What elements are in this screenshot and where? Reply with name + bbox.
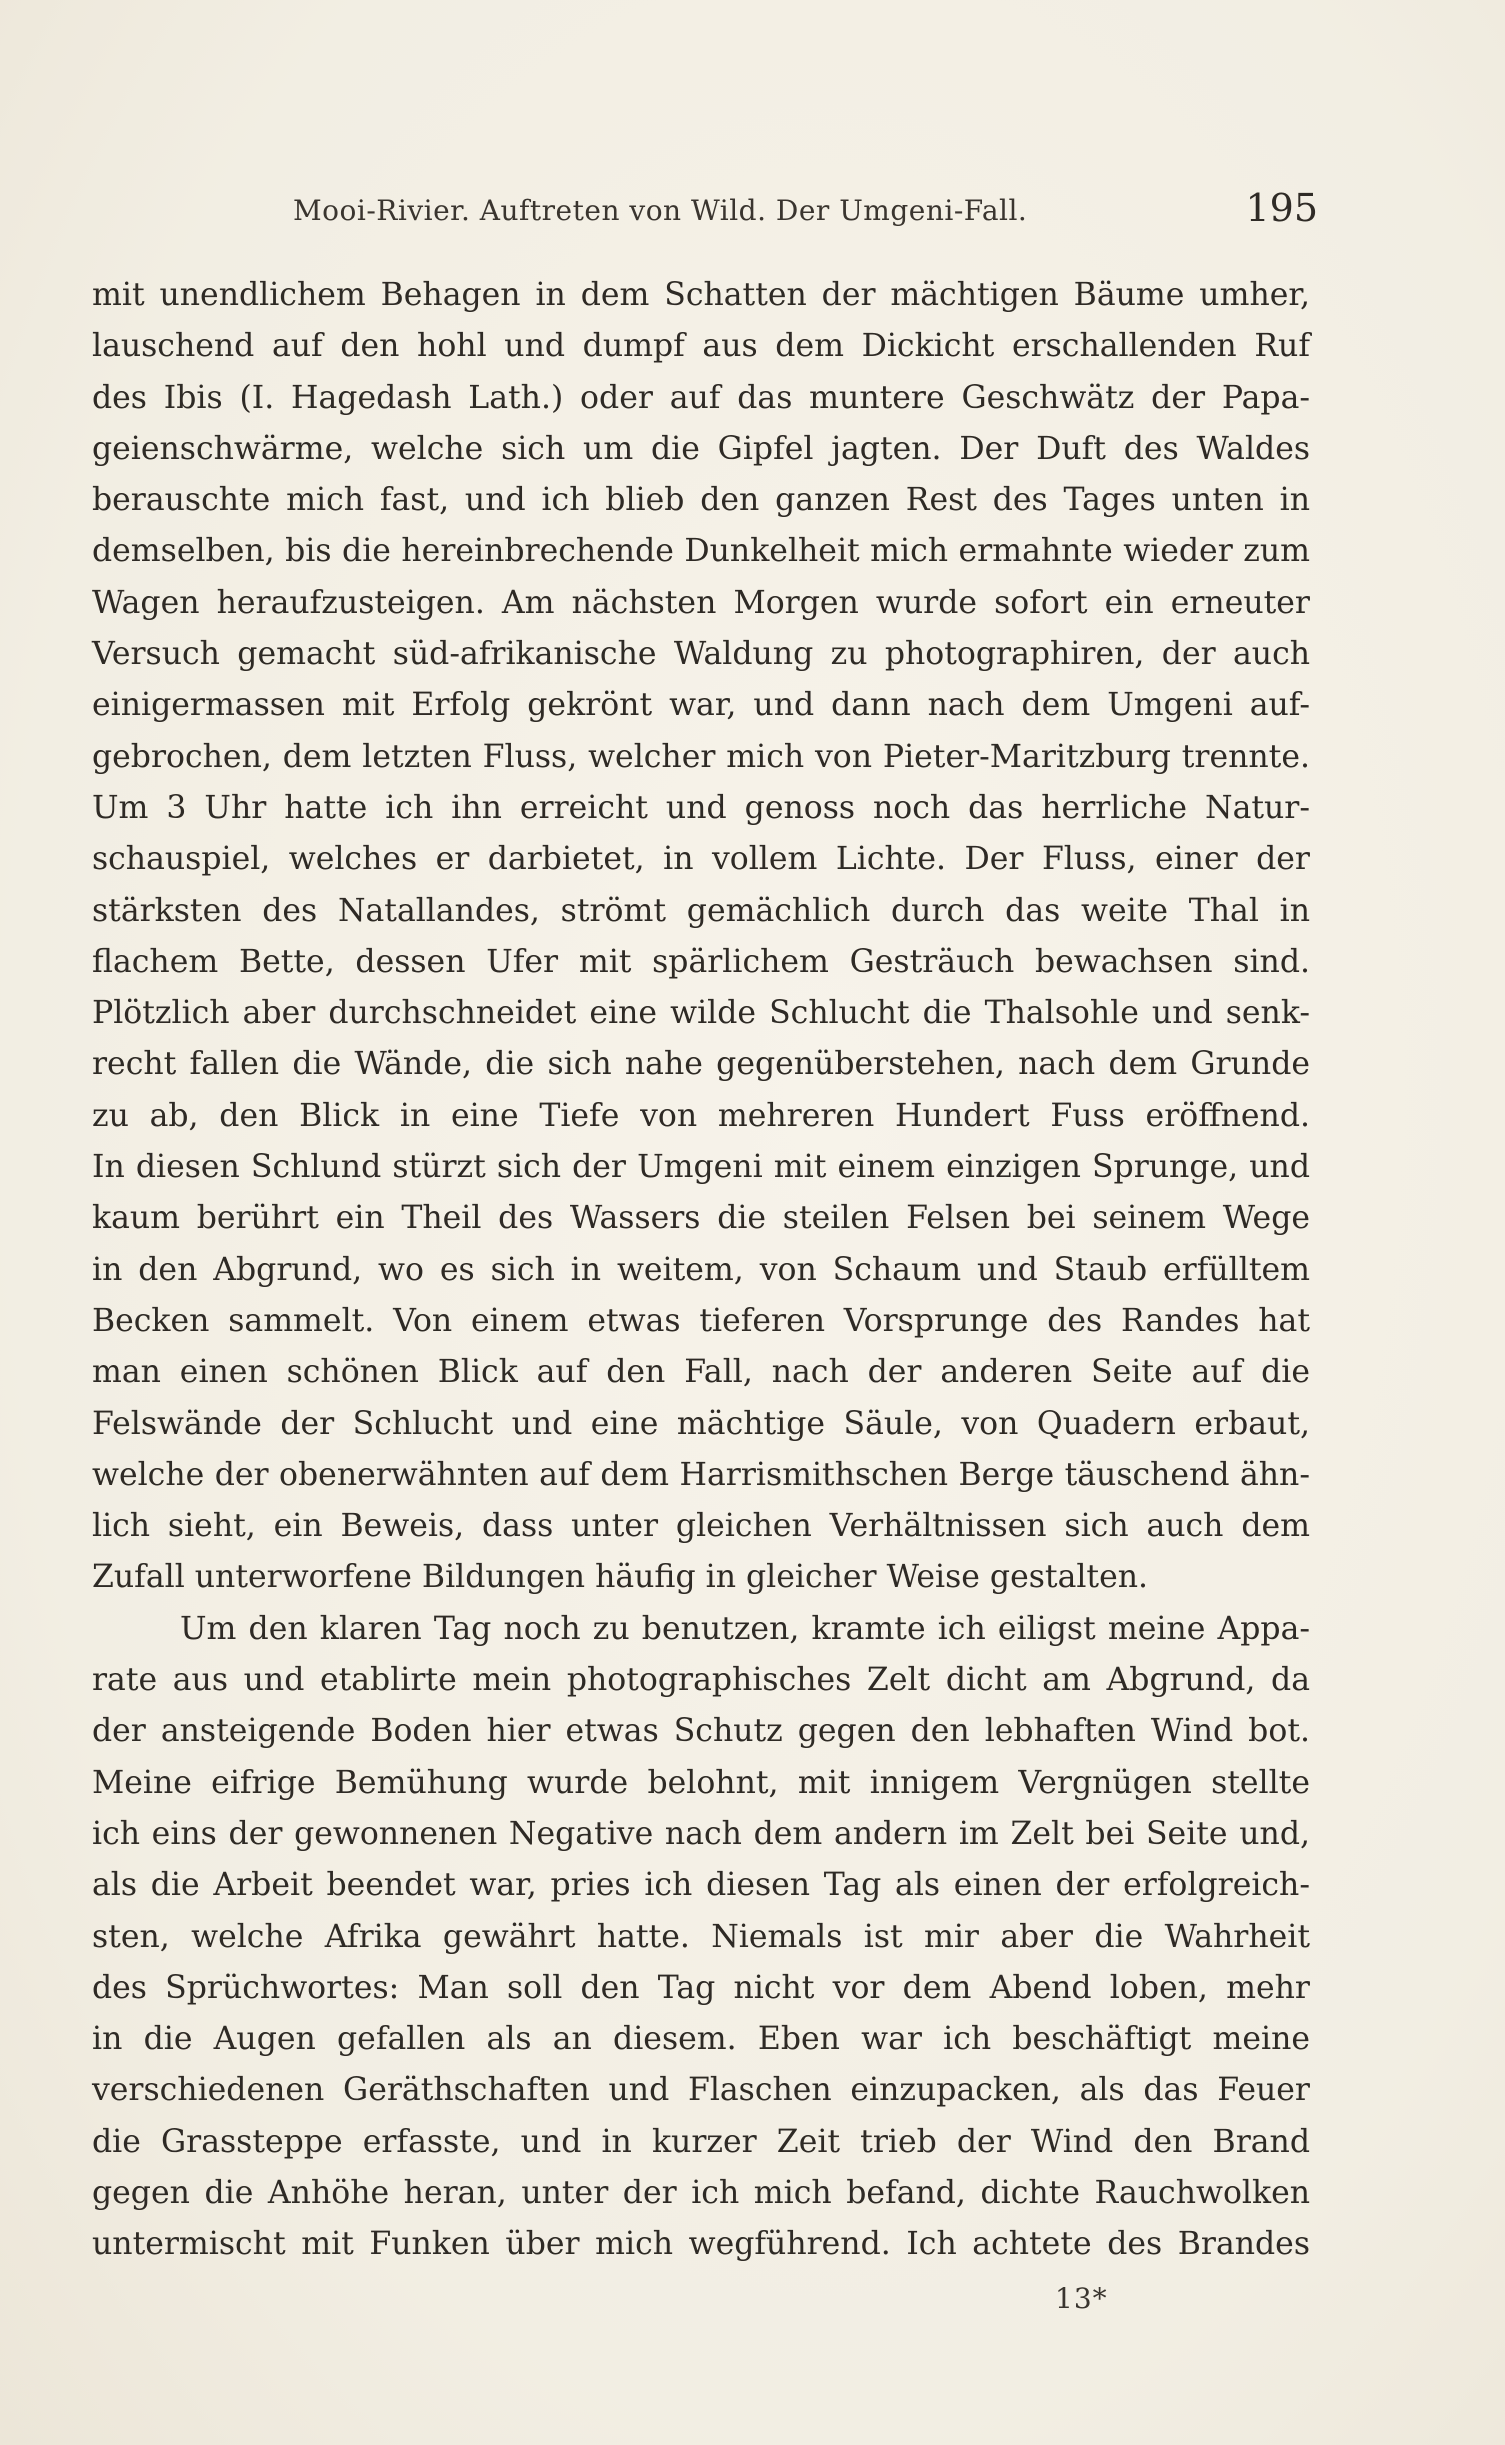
paragraph-2 [92, 1604, 1310, 2271]
text-line: geienschwärme, welche sich um die Gipfel jagten. Der Duft des Waldes [92, 430, 1310, 467]
text-line: ich eins der gewonnenen Negative nach dem andern im Zelt bei Seite und, [92, 1815, 1310, 1852]
page-header [293, 186, 1318, 236]
text-line: lauschend auf den hohl und dumpf aus dem Dickicht erschallenden Ruf [92, 328, 1310, 365]
text-line: man einen schönen Blick auf den Fall, nach der anderen Seite auf die [92, 1354, 1310, 1391]
text-line: Meine eifrige Bemühung wurde belohnt, mit innigem Vergnügen stellte [92, 1764, 1310, 1801]
text-line: gegen die Anhöhe heran, unter der ich mich befand, dichte Rauchwolken [92, 2174, 1310, 2211]
text-line: einigermassen mit Erfolg gekrönt war, und dann nach dem Umgeni auf- [92, 687, 1310, 724]
text-line: Plötzlich aber durchschneidet eine wilde Schlucht die Thalsohle und senk- [92, 995, 1310, 1032]
text-line: lich sieht, ein Beweis, dass unter gleichen Verhältnissen sich auch dem [92, 1508, 1310, 1545]
text-line: Um den klaren Tag noch zu benutzen, kramte ich eiligst meine Appa- [180, 1610, 1310, 1647]
text-line: des Ibis (I. Hagedash Lath.) oder auf das muntere Geschwätz der Papa- [92, 379, 1310, 416]
running-head: Mooi-Rivier. Auftreten von Wild. Der Umgeni-Fall. [293, 194, 1028, 227]
text-line: in den Abgrund, wo es sich in weitem, von Schaum und Staub erfülltem [92, 1251, 1310, 1288]
text-line: welche der obenerwähnten auf dem Harrismithschen Berge täuschend ähn- [92, 1456, 1310, 1493]
text-line: Felswände der Schlucht und eine mächtige Säule, von Quadern erbaut, [92, 1405, 1310, 1442]
text-line: untermischt mit Funken über mich wegführend. Ich achtete des Brandes [92, 2226, 1310, 2263]
page-number: 195 [1245, 186, 1318, 230]
text-line: der ansteigende Boden hier etwas Schutz gegen den lebhaften Wind bot. [92, 1713, 1310, 1750]
text-line: Zufall unterworfene Bildungen häufig in gleicher Weise gestalten. [92, 1559, 1149, 1596]
text-line: stärksten des Natallandes, strömt gemächlich durch das weite Thal in [92, 892, 1310, 929]
paragraph-1 [92, 270, 1310, 1604]
text-line: demselben, bis die hereinbrechende Dunkelheit mich ermahnte wieder zum [92, 533, 1310, 570]
text-line: rate aus und etablirte mein photographisches Zelt dicht am Abgrund, da [92, 1662, 1310, 1699]
signature-mark: 13* [1055, 2282, 1108, 2315]
text-line: mit unendlichem Behagen in dem Schatten der mächtigen Bäume umher, [92, 277, 1310, 313]
text-line: verschiedenen Geräthschaften und Flaschen einzupacken, als das Feuer [92, 2072, 1310, 2109]
body-text [92, 270, 1310, 2271]
text-line: recht fallen die Wände, die sich nahe gegenüberstehen, nach dem Grunde [92, 1046, 1310, 1083]
text-line: flachem Bette, dessen Ufer mit spärlichem Gesträuch bewachsen sind. [92, 943, 1310, 980]
text-line: schauspiel, welches er darbietet, in vollem Lichte. Der Fluss, einer der [92, 841, 1310, 878]
text-line: als die Arbeit beendet war, pries ich diesen Tag als einen der erfolgreich- [92, 1867, 1310, 1904]
text-line: Versuch gemacht süd-afrikanische Waldung zu photographiren, der auch [92, 636, 1310, 673]
text-line: in die Augen gefallen als an diesem. Eben war ich beschäftigt meine [92, 2021, 1310, 2058]
text-line: gebrochen, dem letzten Fluss, welcher mich von Pieter-Maritzburg trennte. [92, 738, 1310, 775]
text-line: des Sprüchwortes: Man soll den Tag nicht vor dem Abend loben, mehr [92, 1969, 1310, 2006]
text-line: die Grassteppe erfasste, und in kurzer Zeit trieb der Wind den Brand [92, 2123, 1310, 2160]
text-line: sten, welche Afrika gewährt hatte. Niemals ist mir aber die Wahrheit [92, 1918, 1310, 1955]
text-line: berauschte mich fast, und ich blieb den ganzen Rest des Tages unten in [92, 482, 1310, 519]
text-line: Um 3 Uhr hatte ich ihn erreicht und genoss noch das herrliche Natur- [92, 789, 1310, 826]
text-line: Becken sammelt. Von einem etwas tieferen Vorsprunge des Randes hat [92, 1302, 1310, 1339]
text-line: zu ab, den Blick in eine Tiefe von mehreren Hundert Fuss eröffnend. [92, 1097, 1310, 1134]
text-line: kaum berührt ein Theil des Wassers die steilen Felsen bei seinem Wege [92, 1200, 1310, 1237]
text-line: Wagen heraufzusteigen. Am nächsten Morgen wurde sofort ein erneuter [92, 584, 1310, 621]
text-line: In diesen Schlund stürzt sich der Umgeni mit einem einzigen Sprunge, und [92, 1149, 1310, 1186]
